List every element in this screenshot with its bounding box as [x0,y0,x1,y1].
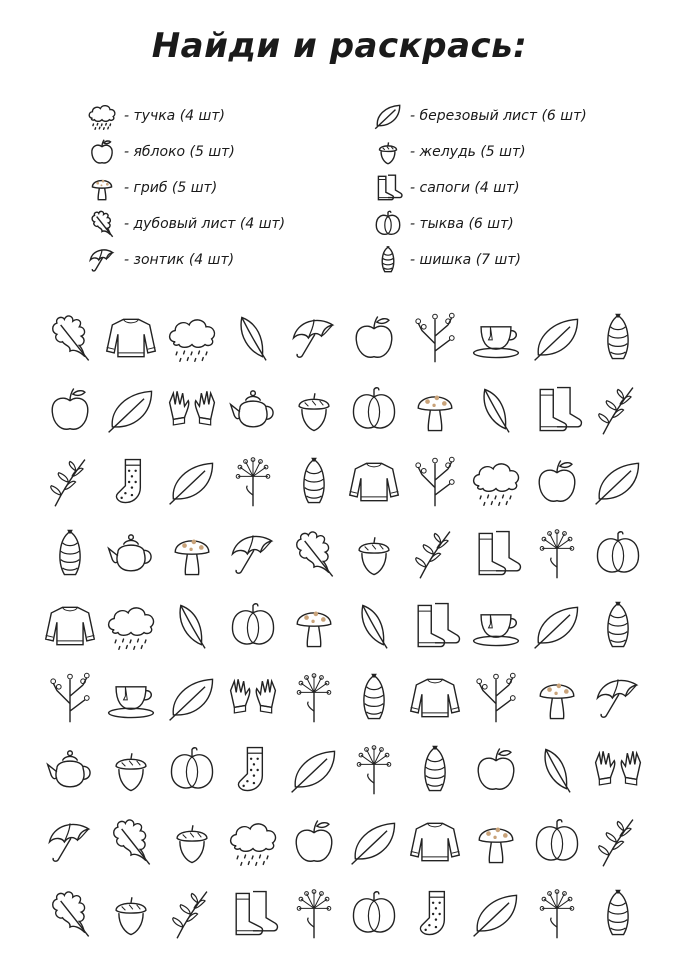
legend-label: - тыква (6 шт) [410,216,514,232]
sock-icon [407,886,463,942]
legend-label: - желудь (5 шт) [410,144,526,160]
acorn-icon [346,526,402,582]
picture-cup[interactable] [470,593,522,659]
picture-dandelion[interactable] [348,737,400,803]
legend-label: - тучка (4 шт) [124,108,225,124]
picture-gloves[interactable] [227,665,279,731]
picture-dandelion[interactable] [288,881,340,947]
grid-row [44,374,644,446]
boots-icon [529,382,585,438]
legend-icon [84,135,120,169]
picture-apple[interactable] [531,449,583,515]
picture-pumpkin[interactable] [166,737,218,803]
legend-item-cloud [84,98,285,134]
picture-birch[interactable] [166,665,218,731]
legend-item-cone [370,242,587,278]
picture-pumpkin[interactable] [531,809,583,875]
picture-cone[interactable] [348,665,400,731]
picture-oak[interactable] [44,305,96,371]
birch-icon [372,100,404,132]
picture-apple[interactable] [348,305,400,371]
legend-label: - яблоко (5 шт) [124,144,235,160]
sweater-icon [346,454,402,510]
picture-boots[interactable] [409,593,461,659]
sock-icon [225,742,281,798]
oak-icon [286,526,342,582]
picture-leaf[interactable] [227,305,279,371]
mushroom-icon [164,526,220,582]
picture-birch[interactable] [531,305,583,371]
picture-sock[interactable] [105,449,157,515]
picture-fern[interactable] [44,449,96,515]
birch-icon [529,310,585,366]
picture-pumpkin[interactable] [348,881,400,947]
legend-icon [370,171,406,205]
pumpkin-icon [590,526,646,582]
picture-mushroom[interactable] [531,665,583,731]
legend-label: - зонтик (4 шт) [124,252,235,268]
dandelion-icon [529,886,585,942]
picture-cone[interactable] [409,737,461,803]
grid-row [44,662,644,734]
birch-icon [164,454,220,510]
picture-fern[interactable] [592,809,644,875]
fern-icon [42,454,98,510]
legend-item-mushroom [84,170,285,206]
acorn-icon [103,742,159,798]
picture-pumpkin[interactable] [227,593,279,659]
picture-acorn[interactable] [348,521,400,587]
picture-grid [44,302,644,950]
dandelion-icon [529,526,585,582]
picture-sweater[interactable] [409,665,461,731]
picture-birch[interactable] [166,449,218,515]
teapot-icon [42,742,98,798]
apple-icon [42,382,98,438]
leaf-icon [225,310,281,366]
picture-dandelion[interactable] [227,449,279,515]
picture-twig[interactable] [44,665,96,731]
leaf-icon [346,598,402,654]
picture-birch[interactable] [470,881,522,947]
sweater-icon [407,670,463,726]
twig-icon [42,670,98,726]
picture-umbrella[interactable] [44,809,96,875]
leaf-icon [468,382,524,438]
legend-item-boots [370,170,587,206]
cloud-icon [225,814,281,870]
acorn-icon [103,886,159,942]
cup-icon [468,598,524,654]
apple-icon [468,742,524,798]
picture-acorn[interactable] [105,881,157,947]
picture-boots[interactable] [531,377,583,443]
legend-label: - березовый лист (6 шт) [410,108,587,124]
grid-row [44,878,644,950]
cone-icon [407,742,463,798]
legend-item-pumpkin [370,206,587,242]
legend-label: - гриб (5 шт) [124,180,218,196]
gloves-icon [590,742,646,798]
picture-birch[interactable] [592,449,644,515]
legend-icon [84,171,120,205]
picture-twig[interactable] [470,665,522,731]
picture-cone[interactable] [592,881,644,947]
oak-icon [42,310,98,366]
legend-icon [370,99,406,133]
picture-acorn[interactable] [166,809,218,875]
picture-cloud[interactable] [470,449,522,515]
picture-cup[interactable] [470,305,522,371]
picture-dandelion[interactable] [288,665,340,731]
cloud-icon [164,310,220,366]
picture-cone[interactable] [288,449,340,515]
mushroom-icon [468,814,524,870]
mushroom-icon [286,598,342,654]
pumpkin-icon [372,208,404,240]
fern-icon [407,526,463,582]
legend-icon [84,99,120,133]
picture-dandelion[interactable] [531,881,583,947]
pumpkin-icon [164,742,220,798]
picture-sock[interactable] [409,881,461,947]
legend-item-oak [84,206,285,242]
legend-icon [370,243,406,277]
twig-icon [407,310,463,366]
picture-boots[interactable] [470,521,522,587]
dandelion-icon [225,454,281,510]
pumpkin-icon [529,814,585,870]
oak-icon [86,208,118,240]
page-title: Найди и раскрась: [151,26,528,66]
fern-icon [590,382,646,438]
picture-sweater[interactable] [44,593,96,659]
mushroom-icon [529,670,585,726]
cone-icon [286,454,342,510]
picture-birch[interactable] [531,593,583,659]
cone-icon [346,670,402,726]
picture-cloud[interactable] [105,593,157,659]
cup-icon [103,670,159,726]
picture-sock[interactable] [227,737,279,803]
picture-acorn[interactable] [288,377,340,443]
picture-cone[interactable] [44,521,96,587]
umbrella-icon [590,670,646,726]
picture-birch[interactable] [348,809,400,875]
birch-icon [164,670,220,726]
picture-pumpkin[interactable] [592,521,644,587]
picture-oak[interactable] [105,809,157,875]
cone-icon [590,310,646,366]
umbrella-icon [225,526,281,582]
picture-apple[interactable] [470,737,522,803]
birch-icon [590,454,646,510]
fern-icon [164,886,220,942]
sweater-icon [103,310,159,366]
birch-icon [468,886,524,942]
picture-sweater[interactable] [105,305,157,371]
boots-icon [468,526,524,582]
oak-icon [42,886,98,942]
picture-sweater[interactable] [348,449,400,515]
grid-row [44,734,644,806]
legend-icon [84,207,120,241]
oak-icon [103,814,159,870]
teapot-icon [103,526,159,582]
picture-umbrella[interactable] [227,521,279,587]
umbrella-icon [42,814,98,870]
twig-icon [468,670,524,726]
picture-leaf[interactable] [166,593,218,659]
picture-cup[interactable] [105,665,157,731]
picture-pumpkin[interactable] [348,377,400,443]
cone-icon [42,526,98,582]
picture-apple[interactable] [44,377,96,443]
cone-icon [590,598,646,654]
picture-apple[interactable] [288,809,340,875]
picture-fern[interactable] [166,881,218,947]
dandelion-icon [286,670,342,726]
picture-leaf[interactable] [348,593,400,659]
pumpkin-icon [225,598,281,654]
picture-mushroom[interactable] [288,593,340,659]
legend-label: - шишка (7 шт) [410,252,521,268]
picture-leaf[interactable] [531,737,583,803]
picture-twig[interactable] [409,449,461,515]
picture-mushroom[interactable] [470,809,522,875]
teapot-icon [225,382,281,438]
picture-umbrella[interactable] [288,305,340,371]
sweater-icon [407,814,463,870]
picture-gloves[interactable] [166,377,218,443]
grid-row [44,446,644,518]
grid-row [44,518,644,590]
legend-right [370,98,587,278]
apple-icon [86,136,118,168]
picture-birch[interactable] [105,377,157,443]
acorn-icon [164,814,220,870]
umbrella-icon [86,244,118,276]
legend-icon [84,243,120,277]
legend-item-apple [84,134,285,170]
boots-icon [407,598,463,654]
leaf-icon [164,598,220,654]
legend-icon [370,135,406,169]
birch-icon [529,598,585,654]
sock-icon [103,454,159,510]
fern-icon [590,814,646,870]
acorn-icon [286,382,342,438]
picture-dandelion[interactable] [531,521,583,587]
legend-icon [370,207,406,241]
legend-label: - дубовый лист (4 шт) [124,216,286,232]
gloves-icon [164,382,220,438]
picture-cone[interactable] [592,305,644,371]
cloud-icon [103,598,159,654]
apple-icon [346,310,402,366]
picture-fern[interactable] [409,521,461,587]
picture-umbrella[interactable] [592,665,644,731]
legend-item-umbrella [84,242,285,278]
pumpkin-icon [346,886,402,942]
picture-cone[interactable] [592,593,644,659]
cone-icon [372,244,404,276]
leaf-icon [529,742,585,798]
twig-icon [407,454,463,510]
cloud-icon [468,454,524,510]
picture-teapot[interactable] [227,377,279,443]
picture-twig[interactable] [409,305,461,371]
picture-mushroom[interactable] [166,521,218,587]
picture-cloud[interactable] [227,809,279,875]
picture-mushroom[interactable] [409,377,461,443]
birch-icon [346,814,402,870]
picture-sweater[interactable] [409,809,461,875]
picture-leaf[interactable] [470,377,522,443]
picture-boots[interactable] [227,881,279,947]
grid-row [44,590,644,662]
sweater-icon [42,598,98,654]
picture-gloves[interactable] [592,737,644,803]
picture-oak[interactable] [288,521,340,587]
grid-row [44,302,644,374]
picture-birch[interactable] [288,737,340,803]
gloves-icon [225,670,281,726]
apple-icon [529,454,585,510]
apple-icon [286,814,342,870]
legend-label: - сапоги (4 шт) [410,180,520,196]
picture-fern[interactable] [592,377,644,443]
acorn-icon [372,136,404,168]
boots-icon [225,886,281,942]
legend-item-birch [370,98,587,134]
cone-icon [590,886,646,942]
cloud-icon [86,100,118,132]
mushroom-icon [407,382,463,438]
legend-left [84,98,285,278]
cup-icon [468,310,524,366]
umbrella-icon [286,310,342,366]
mushroom-icon [86,172,118,204]
birch-icon [103,382,159,438]
picture-oak[interactable] [44,881,96,947]
picture-acorn[interactable] [105,737,157,803]
grid-row [44,806,644,878]
pumpkin-icon [346,382,402,438]
dandelion-icon [286,886,342,942]
picture-teapot[interactable] [44,737,96,803]
boots-icon [372,172,404,204]
picture-teapot[interactable] [105,521,157,587]
dandelion-icon [346,742,402,798]
birch-icon [286,742,342,798]
picture-cloud[interactable] [166,305,218,371]
legend-item-acorn [370,134,587,170]
